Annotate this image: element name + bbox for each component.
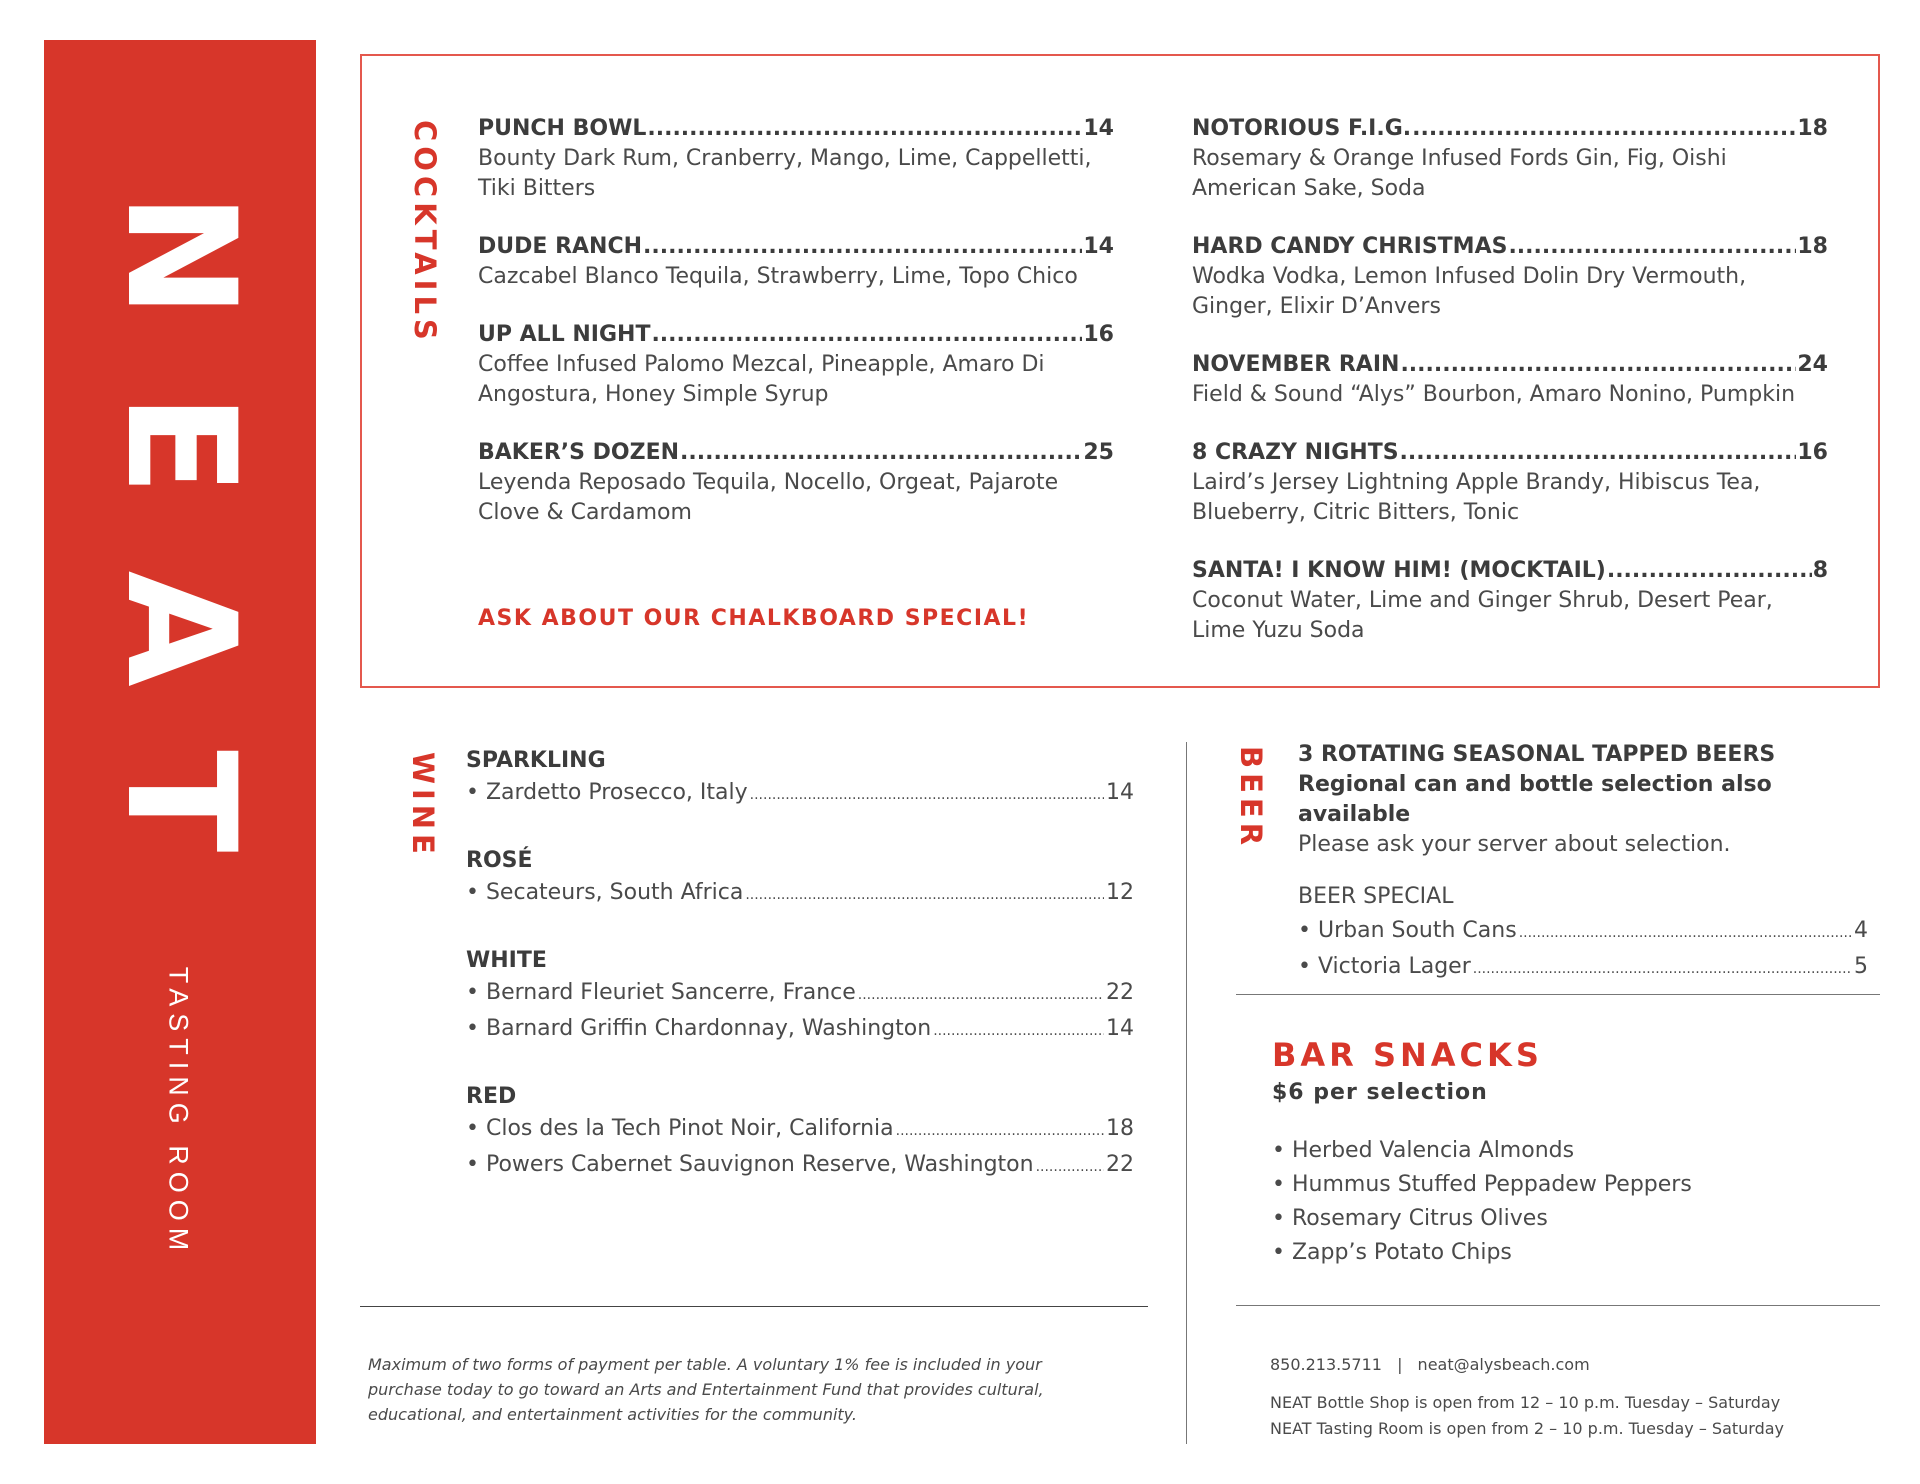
- wine-name: • Barnard Griffin Chardonnay, Washington: [466, 1016, 932, 1041]
- wine-price: 14: [1106, 780, 1134, 805]
- bottle-shop-hours: NEAT Bottle Shop is open from 12 – 10 p.m. Tuesday – Saturday: [1270, 1393, 1781, 1412]
- wine-item: [466, 1012, 1134, 1048]
- cocktail-item: [478, 232, 1114, 292]
- snack-item: • Herbed Valencia Almonds: [1272, 1138, 1575, 1163]
- beer-price: 4: [1854, 918, 1868, 943]
- cocktail-desc: Leyenda Reposado Tequila, Nocello, Orgeat, Pajarote Clove & Cardamom: [478, 470, 1059, 525]
- cocktail-name: DUDE RANCH: [478, 234, 643, 259]
- cocktail-name: NOVEMBER RAIN: [1192, 352, 1400, 377]
- brand-title: NEAT: [93, 192, 267, 928]
- wine-category-title: SPARKLING: [466, 748, 606, 773]
- phone-number: 850.213.5711: [1270, 1355, 1382, 1374]
- cocktail-item: [1192, 114, 1828, 204]
- wine-price: 18: [1106, 1116, 1134, 1141]
- cocktail-item: [1192, 556, 1828, 646]
- cocktail-price: 8: [1812, 558, 1828, 583]
- snack-item: • Zapp’s Potato Chips: [1272, 1240, 1512, 1265]
- beer-special-item: [1298, 914, 1868, 950]
- snacks-price: $6 per selection: [1272, 1080, 1488, 1105]
- contact-line: [1270, 1352, 1590, 1377]
- cocktail-item: [478, 114, 1114, 204]
- beer-divider: [1236, 994, 1880, 995]
- cocktail-name: NOTORIOUS F.I.G.: [1192, 116, 1412, 141]
- cocktail-desc: Bounty Dark Rum, Cranberry, Mango, Lime, Cappelletti, Tiki Bitters: [478, 146, 1092, 201]
- cocktail-price: 18: [1797, 116, 1828, 141]
- chalkboard-special: ASK ABOUT OUR CHALKBOARD SPECIAL!: [478, 606, 1030, 631]
- cocktail-price: 16: [1083, 322, 1114, 347]
- wine-item: [466, 1112, 1134, 1148]
- beer-name: • Victoria Lager: [1298, 954, 1471, 979]
- tasting-room-hours: NEAT Tasting Room is open from 2 – 10 p.m. Tuesday – Saturday: [1270, 1419, 1785, 1438]
- wine-name: • Bernard Fleuriet Sancerre, France: [466, 980, 856, 1005]
- cocktail-item: [478, 438, 1114, 528]
- wine-category-title: RED: [466, 1084, 517, 1109]
- wine-price: 12: [1106, 880, 1134, 905]
- beer-label: BEER: [1234, 746, 1268, 851]
- payment-note: Maximum of two forms of payment per table. A voluntary 1% fee is included in your purchase today to go toward an Arts and Entertainment Fund that provides cultural, educational, and entertainment activities for the community.: [368, 1355, 1044, 1424]
- snack-item: • Rosemary Citrus Olives: [1272, 1206, 1548, 1231]
- wine-item: [466, 1148, 1134, 1184]
- cocktail-price: 18: [1797, 234, 1828, 259]
- cocktail-name: SANTA! I KNOW HIM! (MOCKTAIL): [1192, 558, 1606, 583]
- cocktail-name: UP ALL NIGHT: [478, 322, 651, 347]
- cocktail-desc: Field & Sound “Alys” Bourbon, Amaro Nonino, Pumpkin: [1192, 382, 1796, 407]
- cocktail-desc: Laird’s Jersey Lightning Apple Brandy, Hibiscus Tea, Blueberry, Citric Bitters, Tonic: [1192, 470, 1761, 525]
- cocktail-price: 24: [1797, 352, 1828, 377]
- cocktail-price: 14: [1083, 234, 1114, 259]
- cocktail-name: BAKER’S DOZEN: [478, 440, 680, 465]
- cocktail-price: 14: [1083, 116, 1114, 141]
- email-address: neat@alysbeach.com: [1417, 1355, 1590, 1374]
- column-divider: [1186, 742, 1187, 1444]
- beer-special-title: BEER SPECIAL: [1298, 884, 1454, 909]
- cocktail-desc: Wodka Vodka, Lemon Infused Dolin Dry Vermouth, Ginger, Elixir D’Anvers: [1192, 264, 1747, 319]
- brand-subtitle: TASTING ROOM: [163, 966, 194, 1258]
- wine-item: [466, 776, 1134, 812]
- wine-name: • Secateurs, South Africa: [466, 880, 744, 905]
- snacks-list: [1272, 1134, 1692, 1270]
- beer-note: Please ask your server about selection.: [1298, 832, 1731, 857]
- cocktail-name: HARD CANDY CHRISTMAS: [1192, 234, 1508, 259]
- beer-price: 5: [1854, 954, 1868, 979]
- beer-subline: Regional can and bottle selection also available: [1298, 772, 1772, 827]
- beer-name: • Urban South Cans: [1298, 918, 1517, 943]
- wine-label: WINE: [406, 752, 440, 859]
- wine-category-title: ROSÉ: [466, 848, 533, 873]
- snacks-title: BAR SNACKS: [1272, 1036, 1543, 1074]
- wine-price: 22: [1106, 980, 1134, 1005]
- wine-item: [466, 876, 1134, 912]
- beer-headline: 3 ROTATING SEASONAL TAPPED BEERS: [1298, 742, 1776, 767]
- cocktail-desc: Coffee Infused Palomo Mezcal, Pineapple, Amaro Di Angostura, Honey Simple Syrup: [478, 352, 1045, 407]
- contact-separator: |: [1397, 1355, 1403, 1374]
- wine-price: 22: [1106, 1152, 1134, 1177]
- wine-category: [466, 946, 1134, 1048]
- cocktail-item: [1192, 438, 1828, 528]
- wine-category: [466, 846, 1134, 912]
- cocktail-item: [478, 320, 1114, 410]
- cocktail-item: [1192, 232, 1828, 322]
- snack-item: • Hummus Stuffed Peppadew Peppers: [1272, 1172, 1692, 1197]
- cocktail-price: 16: [1797, 440, 1828, 465]
- snacks-divider: [1236, 1305, 1880, 1306]
- wine-category: [466, 746, 1134, 812]
- cocktail-desc: Cazcabel Blanco Tequila, Strawberry, Lime, Topo Chico: [478, 264, 1078, 289]
- wine-name: • Clos des la Tech Pinot Noir, California: [466, 1116, 894, 1141]
- cocktail-name: 8 CRAZY NIGHTS: [1192, 440, 1399, 465]
- footer-divider: [360, 1306, 1148, 1307]
- wine-list: [466, 746, 1134, 1184]
- cocktail-item: [1192, 350, 1828, 410]
- wine-price: 14: [1106, 1016, 1134, 1041]
- cocktail-price: 25: [1083, 440, 1114, 465]
- wine-category-title: WHITE: [466, 948, 547, 973]
- cocktail-name: PUNCH BOWL: [478, 116, 647, 141]
- cocktail-desc: Rosemary & Orange Infused Fords Gin, Fig, Oishi American Sake, Soda: [1192, 146, 1727, 201]
- brand-sidebar: [44, 40, 316, 1444]
- wine-category: [466, 1082, 1134, 1184]
- wine-item: [466, 976, 1134, 1012]
- cocktails-label: COCKTAILS: [408, 120, 442, 345]
- brand-panel: [44, 40, 316, 1444]
- cocktail-desc: Coconut Water, Lime and Ginger Shrub, Desert Pear, Lime Yuzu Soda: [1192, 588, 1773, 643]
- beer-special-item: [1298, 950, 1868, 986]
- beer-section: [1298, 740, 1868, 986]
- wine-name: • Zardetto Prosecco, Italy: [466, 780, 748, 805]
- wine-name: • Powers Cabernet Sauvignon Reserve, Washington: [466, 1152, 1034, 1177]
